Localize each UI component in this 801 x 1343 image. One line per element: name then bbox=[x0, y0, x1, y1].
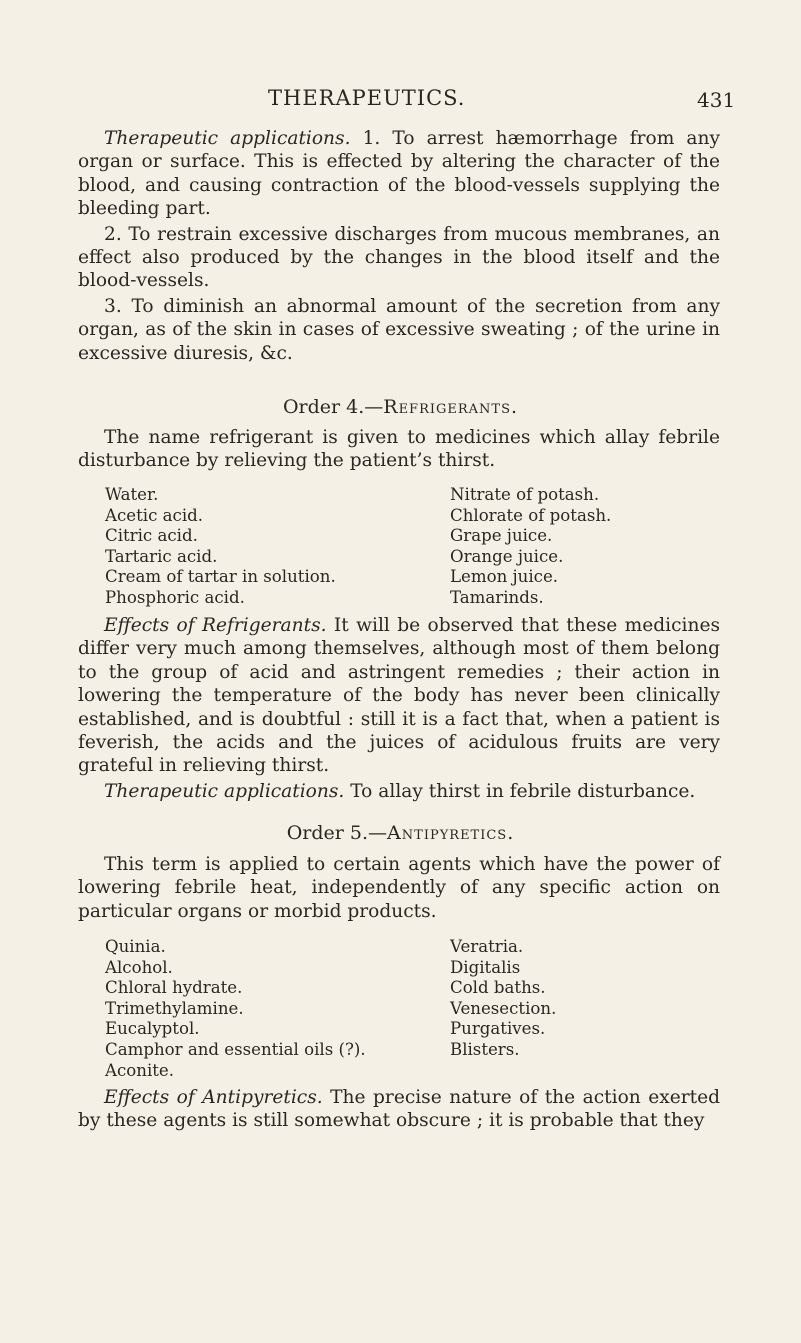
list-item: Veratria. bbox=[450, 937, 524, 956]
list-item: Nitrate of potash. bbox=[450, 485, 600, 504]
list-item: Digitalis bbox=[450, 957, 521, 977]
applications-paragraph-3: 3. To diminish an abnormal amount of the secretion from any organ, as of the skin in cases of excessive sweating ; of the urine in excessive diuresis, &c. bbox=[78, 295, 720, 364]
applications-paragraph-1: Therapeutic applications. 1. To arrest hæmorrhage from any organ or surface. This is effected by altering the character of the blood, and causing contraction of the blood-vessels supplying the bleeding part. bbox=[78, 128, 720, 220]
list-item: Phosphoric acid. bbox=[105, 587, 245, 607]
list-item: Blisters. bbox=[450, 1039, 520, 1059]
order-5-heading: Order 5.—Antipyretics. bbox=[286, 822, 515, 844]
list-item: Tamarinds. bbox=[450, 587, 544, 607]
list-item: Tartaric acid. bbox=[105, 546, 218, 566]
list-item: Orange juice. bbox=[450, 546, 564, 566]
list-item: Chloral hydrate. bbox=[105, 978, 243, 998]
refrigerants-applications: Therapeutic applications. To allay thirst in febrile disturbance. bbox=[104, 780, 696, 802]
refrigerants-effects bbox=[78, 614, 720, 803]
list-item: Cream of tartar in solution. bbox=[105, 567, 336, 587]
list-item: Water. bbox=[105, 485, 159, 504]
list-item: Camphor and essential oils (?). bbox=[105, 1039, 366, 1059]
refrigerants-list-right bbox=[450, 485, 611, 609]
list-item: Chlorate of potash. bbox=[450, 505, 612, 525]
antipyretics-list-right bbox=[450, 937, 556, 1061]
list-item: Acetic acid. bbox=[105, 505, 204, 525]
refrigerants-intro: The name refrigerant is given to medicines which allay febrile disturbance by relieving the patient’s thirst. bbox=[78, 427, 720, 472]
list-item: Alcohol. bbox=[105, 957, 173, 977]
applications-label: Therapeutic applications. bbox=[104, 128, 351, 149]
applications-paragraph-2: 2. To restrain excessive discharges from mucous membranes, an effect also produced by the changes in the blood itself and the blood-vessels. bbox=[78, 223, 720, 292]
list-item: Aconite. bbox=[105, 1060, 175, 1080]
list-item: Trimethylamine. bbox=[105, 998, 244, 1018]
list-item: Quinia. bbox=[105, 937, 166, 956]
therapeutic-applications-section bbox=[78, 127, 720, 365]
running-title: THERAPEUTICS. bbox=[268, 86, 466, 110]
list-item: Cold baths. bbox=[450, 978, 546, 998]
list-item: Citric acid. bbox=[105, 526, 198, 546]
list-item: Lemon juice. bbox=[450, 567, 559, 587]
antipyretics-intro: This term is applied to certain agents which have the power of lowering febrile heat, independently of any specific action on particular organs or morbid products. bbox=[78, 854, 720, 922]
list-item: Eucalyptol. bbox=[105, 1019, 200, 1039]
antipyretics-list-left bbox=[105, 937, 366, 1081]
effects-label: Effects of Antipyretics. bbox=[104, 1087, 323, 1108]
effects-label: Effects of Refrigerants. bbox=[104, 615, 327, 636]
order-5-title: Antipyretics. bbox=[387, 822, 515, 844]
page-header bbox=[0, 86, 801, 118]
effects-paragraph: Effects of Refrigerants. It will be observed that these medicines differ very much among themselves, although most of them belong to the group of acid and astringent remedies ; their action in lowering the temperature of the body has never been clinically established, and is doubtful : still it is a fact that, when a patient is feverish, the acids and the juices of acidulous fruits are very grateful in relieving thirst. bbox=[78, 615, 720, 777]
list-item: Grape juice. bbox=[450, 526, 553, 546]
refrigerants-list-left bbox=[105, 485, 336, 609]
effects-paragraph: Effects of Antipyretics. The precise nature of the action exerted by these agents is still somewhat obscure ; it is probable that they bbox=[78, 1087, 720, 1132]
list-item: Venesection. bbox=[450, 998, 557, 1018]
order-4-heading: Order 4.—Refrigerants. bbox=[282, 396, 519, 418]
list-item: Purgatives. bbox=[450, 1019, 546, 1039]
order-4-title: Refrigerants. bbox=[383, 396, 519, 418]
antipyretics-effects bbox=[78, 1086, 720, 1133]
page-number: 431 bbox=[697, 88, 736, 112]
